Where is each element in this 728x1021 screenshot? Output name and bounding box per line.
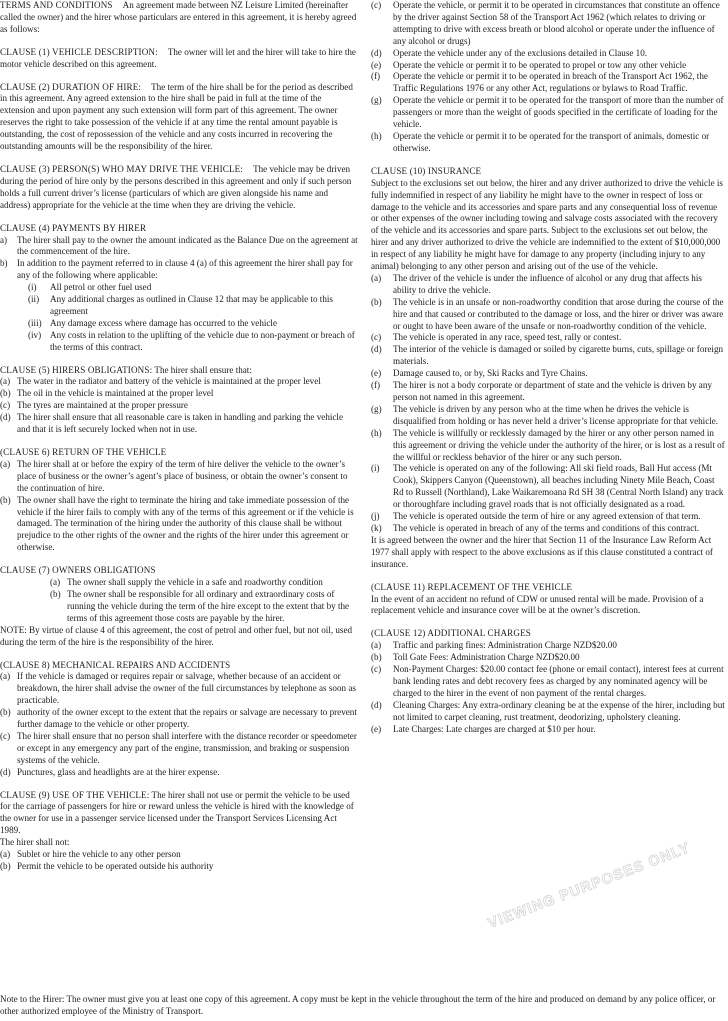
- item-marker: (c): [0, 400, 11, 411]
- item-marker: (g): [371, 403, 382, 414]
- item-text: All petrol or other fuel used: [50, 282, 152, 293]
- item-marker: (c): [371, 0, 382, 10]
- item-text: Late Charges: Late charges are charged at $10 per hour.: [393, 723, 596, 734]
- clause-3-text: The vehicle may be driven during the period of hire only by the persons described in this agreement and only if such person holds a full current driver’s license (particulars of which are given alongside his name and address) appropriate for the vehicle at the time when they are driving the vehicle.: [0, 163, 352, 210]
- list-item: [0, 258, 358, 282]
- item-text: If the vehicle is damaged or requires repair or salvage, whether because of an accident or breakdown, the hirer shall advise the owner of the full circumstances by telephone as soon as practicable.: [17, 671, 356, 706]
- clause-10-text: Subject to the exclusions set out below, the hirer and any driver authorized to drive the vehicle is fully indemnified in respect of any liability he might have to the owner in respect of loss or damage to the vehicle and its accessories and spare parts and any consequential loss of revenue or other expenses of the owner including towing and salvage costs associated with the recovery of the vehicle and its accessories and spare parts. Subject to the exclusions set out below, the hirer and any driver authorized to drive the vehicle are indemnified to the extent of $10,000,000 in respect of any liability he might have for damage to any property (including injury to any animal) belonging to any other person and arising out of the use of the vehicle.: [371, 177, 723, 272]
- item-text: The vehicle is in an unsafe or non-roadworthy condition that arose during the course of the hire and that caused or contributed to the damage or loss, and the hirer or driver was aware or ought to have been aware of the unsafe or non-roadworthy condition of the vehicle.: [393, 296, 724, 331]
- item-text: Operate the vehicle or permit it to be operated for the transport of animals, domestic or otherwise.: [393, 130, 710, 153]
- clause-6-heading: (CLAUSE 6) RETURN OF THE VEHICLE: [0, 447, 167, 457]
- item-text: The hirer is not a body corporate or department of state and the vehicle is driven by any person not named in this agreement.: [393, 380, 712, 402]
- item-marker: (e): [371, 723, 382, 734]
- list-item: [0, 767, 358, 779]
- sub-list-item: [28, 282, 358, 294]
- item-text: Operate the vehicle or permit it to be operated to propel or tow any other vehicle: [393, 59, 687, 70]
- item-text: Cleaning Charges: Any extra-ordinary cleaning be at the expense of the hirer, including but not limited to carpet cleaning, rust treatment, deodorizing, upholstery cleaning.: [393, 699, 725, 722]
- clause-11-heading: (CLAUSE 11) REPLACEMENT OF THE VEHICLE: [371, 581, 573, 592]
- clause-9-heading: CLAUSE (9) USE OF THE VEHICLE:: [0, 789, 150, 800]
- item-marker: (c): [371, 664, 382, 675]
- viewing-purposes-watermark: VIEWING PURPOSES ONLY: [485, 839, 693, 933]
- item-text: The water in the radiator and battery of the vehicle is maintained at the proper level: [17, 376, 321, 387]
- list-item: [371, 404, 726, 428]
- list-item: [371, 48, 726, 60]
- item-text: Any damage excess where damage has occurred to the vehicle: [50, 317, 277, 328]
- item-text: The oil in the vehicle is maintained at the proper level: [17, 388, 214, 399]
- clause-2-paragraph: [0, 82, 358, 153]
- item-marker: (i): [28, 282, 37, 293]
- hirer-note-footer: Note to the Hirer: The owner must give you at least one copy of this agreement. A copy must be kept in the vehicle throughout the term of the hire and produced on demand by any police officer, or other authorized employee of the Ministry of Transport.: [0, 994, 716, 1016]
- item-text: Traffic and parking fines: Administration Charge NZD$20.00: [393, 640, 617, 651]
- item-text: The vehicle is willfully or recklessly damaged by the hirer or any other person named in this agreement or driving the vehicle under the authority of the hirer, or is lost as a result of the willful or reckless behavior of the hirer or any such person.: [393, 427, 725, 462]
- clause-9-lead: The hirer shall not:: [0, 837, 70, 848]
- item-marker: (d): [371, 699, 382, 710]
- item-marker: (b): [0, 861, 11, 871]
- clause-12-section: [371, 628, 726, 735]
- item-text: The vehicle is operated on any of the following: All ski field roads, Ball Hut access (Mt Cook), Skippers Canyon (Queenstown), all beaches including Ninety Mile Beach, Coast Rd to Russell (Northland), Lake Waikaremoana Rd SH 38 (Central North Island) any track or thoroughfare including gravel roads that is not officially designated as a road.: [393, 463, 724, 510]
- item-text: authority of the owner except to the extent that the repairs or salvage are necessary to prevent further damage to the vehicle or other property.: [17, 707, 357, 730]
- item-text: Operate the vehicle, or permit it to be operated in circumstances that constitute an offence by the driver against Section 58 of the Transport Act 1962 (which relates to driving or attempting to drive with excess breath or blood alcohol or operate under the influence of any alcohol or drugs): [393, 0, 720, 46]
- intro-section: [0, 0, 358, 36]
- sub-list-item: [28, 318, 358, 330]
- list-item: [371, 511, 726, 523]
- clause-10-closing: It is agreed between the owner and the hirer that Section 11 of the Insurance Law Reform Act 1977 shall apply with respect to the above exclusions as if this clause constituted a contract of insurance.: [371, 534, 713, 569]
- terms-heading: TERMS AND CONDITIONS: [0, 0, 113, 10]
- item-text: Any costs in relation to the uplifting of the vehicle due to non-payment or breach of the terms of this contract.: [50, 329, 355, 352]
- item-marker: (d): [371, 47, 382, 58]
- intro-paragraph: [0, 0, 358, 36]
- item-text: The vehicle is driven by any person who at the time when he drives the vehicle is disqualified from holding or has never held a driver’s license appropriate for that vehicle.: [393, 403, 719, 426]
- clause-8-heading: (CLAUSE 8) MECHANICAL REPAIRS AND ACCIDENTS: [0, 659, 231, 670]
- item-text: Sublet or hire the vehicle to any other person: [17, 849, 181, 860]
- clause-5-heading: CLAUSE (5) HIRERS OBLIGATIONS:: [0, 364, 153, 375]
- item-marker: (a): [371, 640, 382, 651]
- list-item: [371, 463, 726, 511]
- item-text: In addition to the payment referred to in clause 4 (a) of this agreement the hirer shall pay for any of the following where applicable:: [17, 258, 353, 281]
- clause-10-heading: CLAUSE (10) INSURANCE: [371, 165, 482, 176]
- clause-1-section: [0, 47, 358, 71]
- list-item: [371, 297, 726, 333]
- clause-4-heading: CLAUSE (4) PAYMENTS BY HIRER: [0, 222, 147, 233]
- item-marker: (b): [50, 588, 61, 599]
- clause-9-section: [0, 790, 358, 873]
- item-text: The interior of the vehicle is damaged or soiled by cigarette burns, cuts, spillage or foreign materials.: [393, 344, 724, 367]
- item-text: The hirer shall ensure that no person shall interfere with the distance recorder or speedometer or except in any emergency any part of the engine, transmission, and braking or suspension systems of the vehicle.: [17, 730, 357, 765]
- item-text: Operate the vehicle or permit it to be operated for the transport of more than the number of passengers or more than the weight of goods specified in the certificate of loading for the vehicle.: [393, 95, 724, 130]
- clause-1-heading: CLAUSE (1) VEHICLE DESCRIPTION:: [0, 46, 158, 57]
- list-item: [371, 344, 726, 368]
- item-text: The hirer shall pay to the owner the amount indicated as the Balance Due on the agreement at the commencement of the hire.: [17, 234, 358, 257]
- list-item: [371, 523, 726, 535]
- item-marker: (a): [50, 577, 61, 588]
- list-item: [0, 235, 358, 259]
- item-marker: (b): [371, 652, 382, 663]
- clause-3-paragraph: [0, 164, 358, 212]
- clause-4-section: [0, 223, 358, 354]
- item-marker: (b): [0, 388, 11, 399]
- item-marker: (a): [371, 272, 382, 283]
- item-marker: (d): [0, 412, 11, 423]
- item-text: The hirer shall ensure that all reasonable care is taken in handling and parking the vehicle and that it is left securely locked when not in use.: [17, 412, 343, 435]
- item-text: Operate the vehicle or permit it to be operated in breach of the Transport Act 1962, the Traffic Regulations 1976 or any other Act, regulations or bylaws to Road Traffic.: [393, 71, 708, 94]
- list-item: [371, 71, 726, 95]
- list-item: [371, 652, 726, 664]
- item-marker: (ii): [28, 294, 40, 305]
- list-item: [371, 368, 726, 380]
- clause-7-note: NOTE: By virtue of clause 4 of this agreement, the cost of petrol and other fuel, but not oil, used during the term of the hire is the responsibility of the hirer.: [0, 624, 353, 647]
- item-marker: (b): [0, 494, 11, 505]
- clause-3-heading: CLAUSE (3) PERSON(S) WHO MAY DRIVE THE VEHICLE:: [0, 163, 244, 174]
- list-item: [50, 589, 358, 625]
- clause-11-text: In the event of an accident no refund of CDW or unused rental will be made. Provision of a replacement vehicle and insurance cover will be at the owner’s discretion.: [371, 593, 704, 616]
- list-item: [0, 731, 358, 767]
- item-text: Permit the vehicle to be operated outside his authority: [17, 861, 214, 871]
- item-marker: (iii): [28, 317, 42, 328]
- clause-7-heading: CLAUSE (7) OWNERS OBLIGATIONS: [0, 565, 156, 576]
- clause-12-heading: (CLAUSE 12) ADDITIONAL CHARGES: [371, 628, 532, 639]
- clause-3-section: [0, 164, 358, 212]
- item-text: The vehicle is operated outside the term of hire or any agreed extension of that term.: [393, 511, 701, 522]
- left-column: [0, 0, 358, 884]
- list-item: [0, 849, 358, 861]
- list-item: [371, 332, 726, 344]
- clause-5-section: [0, 365, 358, 436]
- list-item: [0, 707, 358, 731]
- clause-7-section: [0, 565, 358, 648]
- list-item: [0, 376, 358, 388]
- list-item: [371, 0, 726, 48]
- item-marker: (k): [371, 522, 382, 533]
- clause-1-paragraph: [0, 47, 358, 71]
- clause-2-heading: CLAUSE (2) DURATION OF HIRE:: [0, 81, 142, 92]
- item-text: The hirer shall at or before the expiry of the term of hire deliver the vehicle to the owner’s place of business or the owner’s agent’s place of business, or obtain the owner’s consent to the continuation of hire.: [17, 458, 348, 493]
- list-item: [0, 388, 358, 400]
- item-marker: (e): [371, 368, 382, 379]
- list-item: [371, 640, 726, 652]
- item-marker: (e): [371, 59, 382, 70]
- clause-8-section: [0, 660, 358, 779]
- clause-11-section: [371, 582, 726, 618]
- item-text: Operate the vehicle under any of the exclusions detailed in Clause 10.: [393, 47, 648, 58]
- clause-6-section: [0, 447, 358, 554]
- item-marker: (g): [371, 95, 382, 106]
- list-item: [371, 380, 726, 404]
- item-marker: (f): [371, 380, 381, 391]
- item-text: Any additional charges as outlined in Clause 12 that may be applicable to this agreement: [50, 294, 333, 316]
- list-item: [0, 861, 358, 873]
- item-text: Non-Payment Charges: $20.00 contact fee (phone or email contact), interest fees at current bank lending rates and debt recovery fees as charged by any nominated agency will be charged to the hirer in the event of non payment of the rental charges.: [393, 664, 724, 698]
- right-column: [371, 0, 726, 746]
- item-marker: (h): [371, 130, 382, 141]
- item-marker: a): [0, 234, 8, 245]
- item-marker: (h): [371, 427, 382, 438]
- list-item: [371, 273, 726, 297]
- list-item: [0, 671, 358, 707]
- list-item: [371, 95, 726, 131]
- clause-5-paragraph: [0, 365, 358, 377]
- item-marker: (a): [0, 376, 11, 387]
- item-marker: (d): [371, 344, 382, 355]
- item-text: Damage caused to, or by, Ski Racks and Tyre Chains.: [393, 368, 588, 379]
- clause-5-text: The hirer shall ensure that:: [154, 364, 252, 375]
- item-text: The driver of the vehicle is under the influence of alcohol or any drug that affects his ability to drive the vehicle.: [393, 272, 702, 295]
- item-marker: (a): [0, 458, 11, 469]
- item-text: The owner shall supply the vehicle in a safe and roadworthy condition: [67, 577, 323, 588]
- item-marker: (f): [371, 71, 381, 82]
- item-marker: (i): [371, 463, 380, 474]
- item-marker: b): [0, 258, 8, 269]
- item-marker: (a): [0, 849, 11, 860]
- item-text: The tyres are maintained at the proper pressure: [17, 400, 188, 411]
- list-item: [371, 724, 726, 736]
- item-marker: (d): [0, 766, 11, 777]
- item-text: Punctures, glass and headlights are at the hirer expense.: [17, 766, 220, 777]
- item-marker: (j): [371, 511, 380, 522]
- sub-list-item: [28, 294, 358, 318]
- list-item: [0, 400, 358, 412]
- list-item: [371, 664, 726, 700]
- item-text: Toll Gate Fees: Administration Charge NZD$20.00: [393, 652, 580, 663]
- item-marker: (c): [371, 332, 382, 343]
- clause-2-section: [0, 82, 358, 153]
- item-marker: (iv): [28, 329, 42, 340]
- item-text: The vehicle is operated in breach of any of the terms and conditions of this contract.: [393, 522, 700, 533]
- item-text: The owner shall have the right to terminate the hiring and take immediate possession of the vehicle if the hirer fails to comply with any of the terms of this agreement or if the vehicle is damaged. The termination of the hiring under the authority of this clause shall be without prejudice to the other rights of the owner and the rights of the hirer under this agreement or otherwise.: [17, 494, 354, 553]
- clause-1-text: The owner will let and the hirer will take to hire the motor vehicle described on this agreement.: [0, 46, 356, 69]
- item-text: The owner shall be responsible for all ordinary and extraordinary costs of running the vehicle during the term of the hire except to the extent that by the terms of this agreement those costs are payable by the hirer.: [67, 588, 350, 623]
- clause-2-text: The term of the hire shall be for the period as described in this agreement. Any agreed extension to the hire shall be paid in full at the time of the extension and upon payment any such extension will form part of this agreement. The owner reserves the right to take possession of the vehicle if at any time the rental amount payable is outstanding, the cost of repossession of the vehicle and any costs incurred in recovering the outstanding amounts will be the responsibility of the hirer.: [0, 81, 353, 152]
- item-marker: (b): [0, 707, 11, 718]
- list-item: [50, 577, 358, 589]
- list-item: [371, 700, 726, 724]
- item-text: The vehicle is operated in any race, speed test, rally or contest.: [393, 332, 622, 343]
- list-item: [0, 495, 358, 555]
- sub-list-item: [28, 330, 358, 354]
- clause-10-section: [371, 166, 726, 571]
- clause-9-text: The hirer shall not use or permit the vehicle to be used for the carriage of passengers for hire or reward unless the vehicle is hired with the knowledge of the owner for use in a passenger service licensed under the Transport Services Licensing Act 1989.: [0, 789, 354, 836]
- item-marker: (c): [0, 730, 11, 741]
- item-marker: (a): [0, 671, 11, 682]
- list-item: [0, 412, 358, 436]
- list-item: [371, 428, 726, 464]
- clause-9-paragraph: [0, 790, 358, 838]
- list-item: [371, 131, 726, 155]
- intro-text: An agreement made between NZ Leisure Limited (hereinafter called the owner) and the hirer whose particulars are entered in this agreement, it is hereby agreed as follows:: [0, 0, 357, 34]
- item-marker: (b): [371, 296, 382, 307]
- list-item: [0, 459, 358, 495]
- list-item: [371, 60, 726, 72]
- clause-9-continued: [371, 0, 726, 155]
